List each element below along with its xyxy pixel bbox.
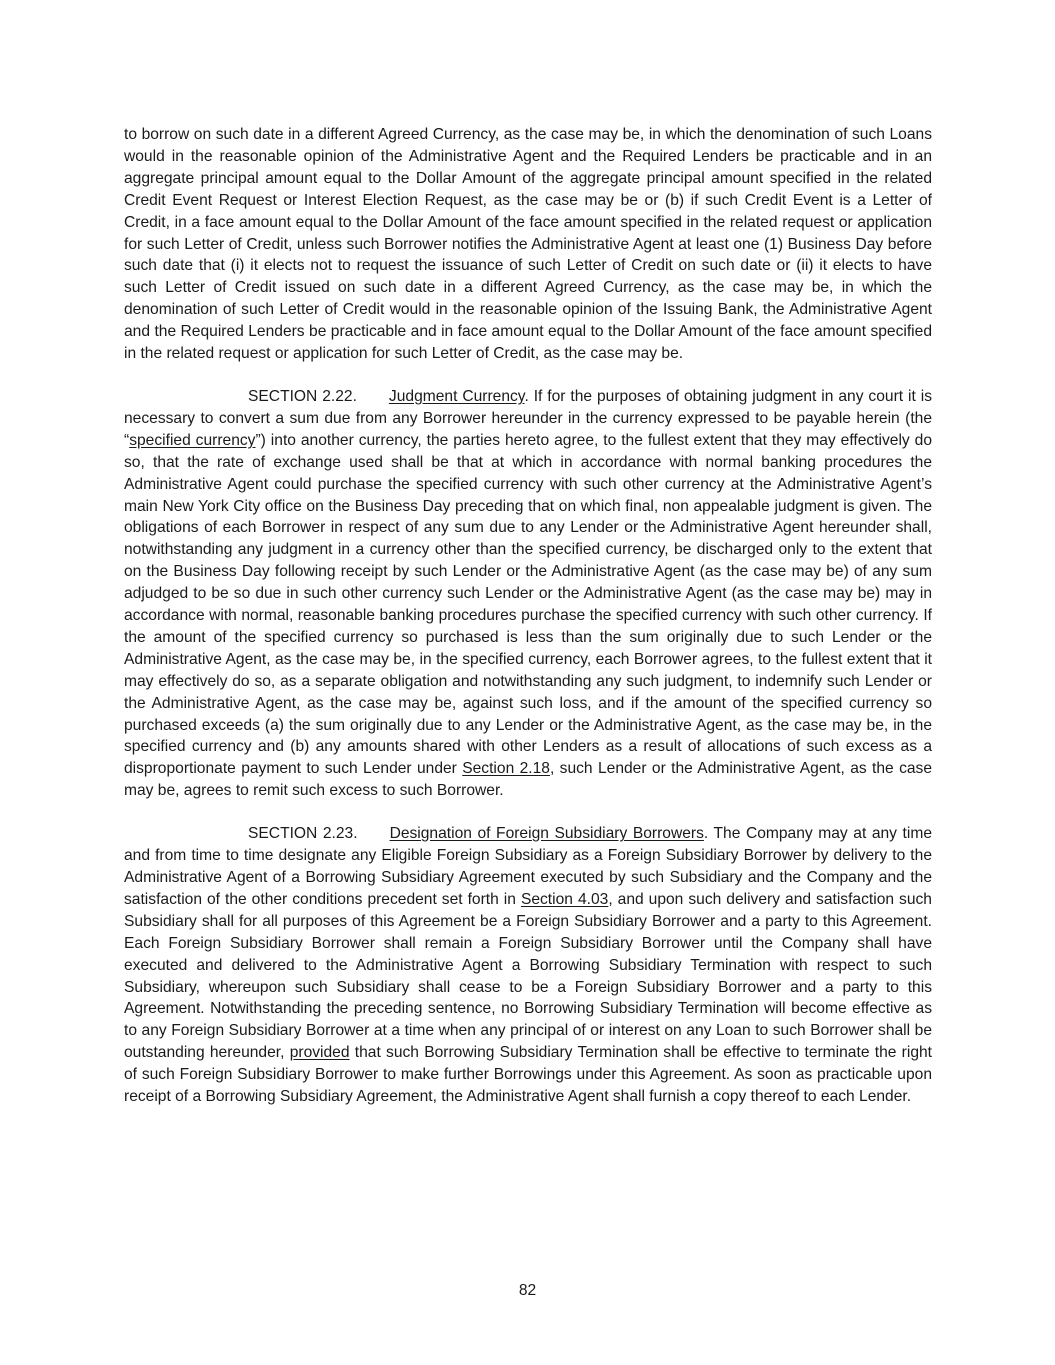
section-title-period: . <box>524 387 529 405</box>
section-title: Judgment Currency <box>388 387 525 405</box>
defined-term: specified currency <box>129 431 256 449</box>
section-text: If for the purposes of obtaining judgment in any court it is necessary to convert a sum due from any Borrower hereunder in the currency expressed to be payable herein (the “ <box>124 387 932 449</box>
section-title-period: . <box>703 825 709 843</box>
paragraph-continuation <box>124 124 932 365</box>
section-title: Designation of Foreign Subsidiary Borrowers <box>389 825 704 843</box>
section-2-23 <box>124 823 932 1108</box>
section-number: SECTION 2.22. <box>248 387 357 405</box>
section-text: ”) into another currency, the parties hereto agree, to the fullest extent that they may effectively do so, that the rate of exchange used shall be that at which in accordance with normal banking procedures the Administrative Agent could purchase the specified currency with such other currency at the Administrative Agent’s main New York City office on the Business Day preceding that on which final, non appealable judgment is given. The obligations of each Borrower in respect of any sum due to any Lender or the Administrative Agent hereunder shall, notwithstanding any judgment in a currency other than the specified currency, be discharged only to the extent that on the Business Day following receipt by such Lender or the Administrative Agent (as the case may be) of any sum adjudged to be so due in such other currency such Lender or the Administrative Agent (as the case may be) may in accordance with normal, reasonable banking procedures purchase the specified currency with such other currency. If the amount of the specified currency so purchased is less than the sum originally due to such Lender or the Administrative Agent, as the case may be, in the specified currency, each Borrower agrees, to the fullest extent that it may effectively do so, as a separate obligation and notwithstanding any such judgment, to indemnify such Lender or the Administrative Agent, as the case may be, against such loss, and if the amount of the specified currency so purchased exceeds (a) the sum originally due to any Lender or the Administrative Agent, as the case may be, in the specified currency and (b) any amounts shared with other Lenders as a result of allocations of such excess as a disproportionate payment to such Lender under <box>124 431 932 778</box>
document-page <box>124 124 932 1129</box>
section-text: that such Borrowing Subsidiary Termination shall be effective to terminate the right of such Foreign Subsidiary Borrower to make further Borrowings under this Agreement. As soon as practicable upon receipt of a Borrowing Subsidiary Agreement, the Administrative Agent shall furnish a copy thereof to each Lender. <box>124 1044 932 1106</box>
page-number: 82 <box>518 1282 537 1299</box>
section-text: , such Lender or the Administrative Agent, as the case may be, agrees to remit such excess to such Borrower. <box>124 760 933 800</box>
proviso-term: provided <box>289 1044 350 1062</box>
section-text: The Company may at any time and from time to time designate any Eligible Foreign Subsidiary as a Foreign Subsidiary Borrower by delivery to the Administrative Agent of a Borrowing Subsidiary Agreement executed by such Subsidiary and the Company and the satisfaction of the other conditions precedent set forth in <box>124 825 932 908</box>
paragraph-text: to borrow on such date in a different Agreed Currency, as the case may be, in which the denomination of such Loans would in the reasonable opinion of the Administrative Agent and the Required Lenders be practicable and in an aggregate principal amount equal to the Dollar Amount of the aggregate principal amount specified in the related Credit Event Request or Interest Election Request, as the case may be or (b) if such Credit Event is a Letter of Credit, in a face amount equal to the Dollar Amount of the face amount specified in the related request or application for such Letter of Credit, unless such Borrower notifies the Administrative Agent at least one (1) Business Day before such date that (i) it elects not to request the issuance of such Letter of Credit on such date or (ii) it elects to have such Letter of Credit issued on such date in a different Agreed Currency, as the case may be, in which the denomination of such Letter of Credit would in the reasonable opinion of the Issuing Bank, the Administrative Agent and the Required Lenders be practicable and in face amount equal to the Dollar Amount of the face amount specified in the related request or application for such Letter of Credit, as the case may be. <box>124 126 932 363</box>
section-2-22 <box>124 386 932 802</box>
section-number: SECTION 2.23. <box>248 825 358 843</box>
cross-reference: Section 4.03 <box>520 890 609 908</box>
cross-reference: Section 2.18 <box>462 760 550 778</box>
section-text: , and upon such delivery and satisfaction such Subsidiary shall for all purposes of this Agreement be a Foreign Subsidiary Borrower and a party to this Agreement. Each Foreign Subsidiary Borrower shall remain a Foreign Subsidiary Borrower until the Company shall have executed and delivered to the Administrative Agent a Borrowing Subsidiary Termination with respect to such Subsidiary, whereupon such Subsidiary shall cease to be a Foreign Subsidiary Borrower and a party to this Agreement. Notwithstanding the preceding sentence, no Borrowing Subsidiary Termination will become effective as to any Foreign Subsidiary Borrower at a time when any principal of or interest on any Loan to such Borrower shall be outstanding hereunder, <box>124 890 932 1062</box>
